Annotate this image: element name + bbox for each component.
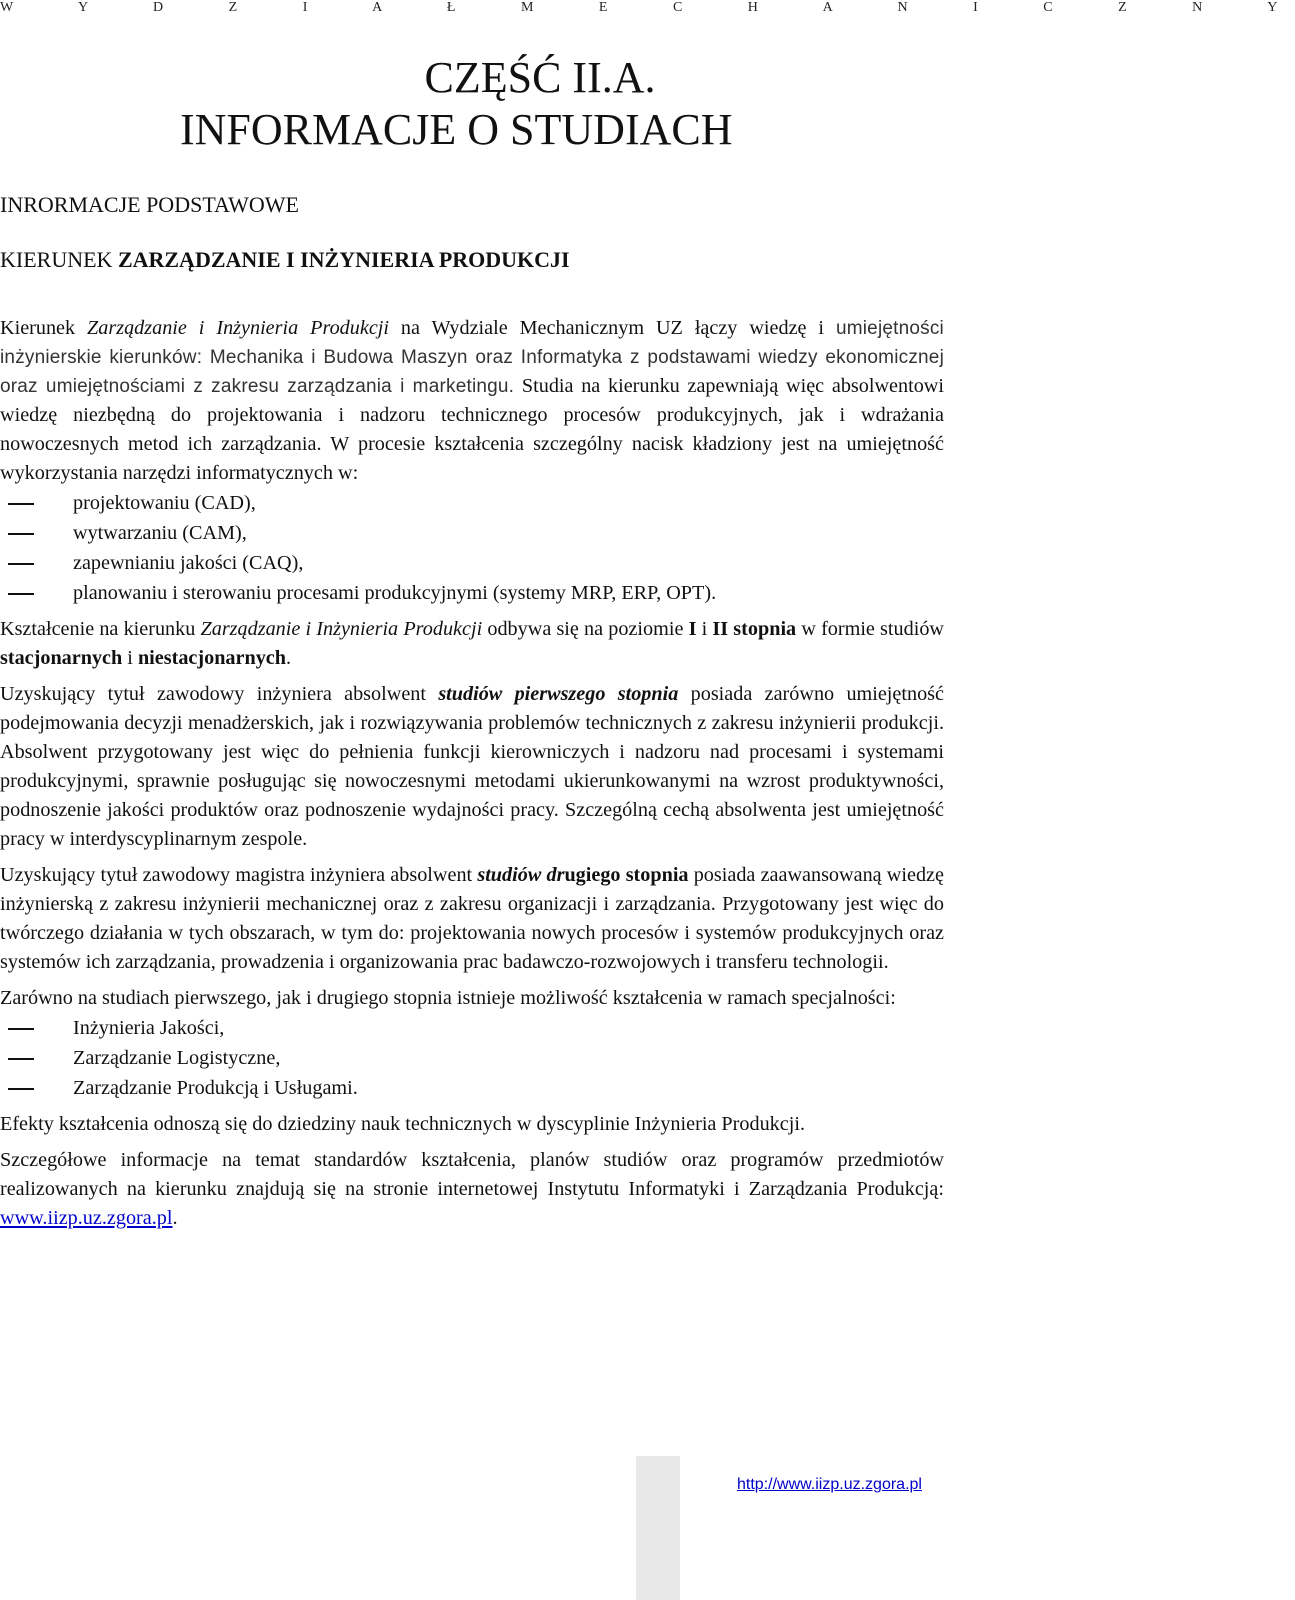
list-item: [0, 578, 944, 608]
dash-bullet: [8, 593, 34, 595]
second-degree-paragraph: [0, 861, 944, 977]
intro-paragraph: [0, 314, 944, 488]
list-item-text: zapewnianiu jakości (CAQ),: [73, 552, 304, 574]
levels-text-b: odbywa się na poziomie: [482, 618, 689, 640]
list-item-text: Inżynieria Jakości,: [73, 1017, 225, 1039]
faculty-header: W Y D Z I A Ł M E C H A N I C Z N Y: [0, 0, 1295, 15]
footer-url-link[interactable]: http://www.iizp.uz.zgora.pl: [737, 1476, 922, 1493]
dash-bullet: [8, 563, 34, 565]
dash-bullet: [8, 533, 34, 535]
second-degree-emphasis-italic: studiów dr: [477, 864, 565, 886]
second-degree-text-a: Uzyskujący tytuł zawodowy magistra inżyniera absolwent: [0, 864, 478, 886]
institute-link[interactable]: www.iizp.uz.zgora.pl: [0, 1207, 173, 1229]
specializations-intro: Zarówno na studiach pierwszego, jak i drugiego stopnia istnieje możliwość kształcenia w ramach specjalności:: [0, 987, 896, 1009]
list-item-text: wytwarzaniu (CAM),: [73, 522, 247, 544]
first-degree-paragraph: [0, 680, 944, 854]
intro-text-sans: umiejętności inżynierskie kierunków: Mechanika i Budowa Maszyn oraz Informatyka z podstawami wiedzy ekonomicznej oraz umiejętnościami z zakresu zarządzania i marketingu.: [0, 318, 944, 397]
list-item: [0, 1073, 944, 1103]
second-degree-emphasis-bold: ugiego stopnia: [564, 864, 689, 886]
dash-bullet: [8, 1058, 34, 1060]
levels-program-italic: Zarządzanie i Inżynieria Produkcji: [200, 618, 483, 640]
dash-bullet: [8, 503, 34, 505]
details-text-a: Szczegółowe informacje na temat standardów kształcenia, planów studiów oraz programów przedmiotów realizowanych na kierunku znajdują się na stronie internetowej Instytutu Informatyki i Zarządzania Produkcją:: [0, 1149, 944, 1200]
levels-text-d: w formie studiów: [796, 618, 944, 640]
levels-text-f: .: [286, 647, 292, 669]
level-one: I: [688, 618, 697, 640]
section-title: INRORMACJE PODSTAWOWE: [0, 192, 299, 217]
intro-text-b: na Wydziale Mechanicznym UZ łączy wiedzę i: [389, 317, 836, 339]
second-degree-text-b: posiada zaawansowaną wiedzę inżynierską z zakresu inżynierii mechanicznej oraz z zakresu organizacji i zarządzania. Przygotowany jest więc do twórczego działania w tych obszarach, w tym do: projektowania nowych procesów i systemów produkcyjnych oraz systemów ich zarządzania, prowadzenia i organizowania prac badawczo-rozwojowych i transferu technologii.: [0, 864, 944, 973]
level-two: II stopnia: [712, 618, 797, 640]
dash-bullet: [8, 1088, 34, 1090]
footer-gray-box: [636, 1456, 680, 1600]
dash-bullet: [8, 1028, 34, 1030]
levels-text-e: i: [122, 647, 138, 669]
intro-program-italic: Zarządzanie i Inżynieria Produkcji: [87, 317, 389, 339]
part-title: CZĘŚĆ II.A.: [424, 53, 656, 102]
main-content: [0, 314, 944, 1240]
intro-text-a: Kierunek: [0, 317, 88, 339]
first-degree-emphasis: studiów pierwszego stopnia: [438, 683, 679, 705]
list-item: [0, 518, 944, 548]
tools-list: [0, 488, 944, 608]
list-item-text: Zarządzanie Produkcją i Usługami.: [73, 1077, 358, 1099]
details-paragraph: [0, 1146, 944, 1233]
list-item: [0, 1013, 944, 1043]
list-item: [0, 548, 944, 578]
list-item: [0, 1043, 944, 1073]
list-item: [0, 488, 944, 518]
levels-text-a: Kształcenie na kierunku: [0, 618, 201, 640]
program-prefix: KIERUNEK: [0, 247, 118, 272]
program-name: ZARZĄDZANIE I INŻYNIERIA PRODUKCJI: [117, 247, 570, 272]
list-item-text: projektowaniu (CAD),: [73, 492, 256, 514]
levels-paragraph: [0, 615, 944, 673]
list-item-text: planowaniu i sterowaniu procesami produkcyjnymi (systemy MRP, ERP, OPT).: [73, 582, 717, 604]
levels-text-c: i: [696, 618, 713, 640]
first-degree-text-a: Uzyskujący tytuł zawodowy inżyniera absolwent: [0, 683, 439, 705]
list-item-text: Zarządzanie Logistyczne,: [73, 1047, 281, 1069]
details-text-b: .: [172, 1207, 178, 1229]
effects-paragraph: Efekty kształcenia odnoszą się do dziedziny nauk technicznych w dyscyplinie Inżynieria Produkcji.: [0, 1113, 805, 1135]
specializations-list: [0, 1013, 944, 1103]
first-degree-text-b: posiada zarówno umiejętność podejmowania decyzji menadżerskich, jak i rozwiązywania problemów technicznych z zakresu inżynierii produkcji. Absolwent przygotowany jest więc do pełnienia funkcji kierowniczych i nadzoru nad procesami i systemami produkcyjnymi, sprawnie posługując się nowoczesnymi metodami ukierunkowanymi na wzrost produktywności, podnoszenie jakości produktów oraz podnoszenie wydajności pracy. Szczególną cechą absolwenta jest umiejętność pracy w interdyscyplinarnym zespole.: [0, 683, 944, 850]
part-time: niestacjonarnych: [137, 647, 286, 669]
intro-text-c: Studia na kierunku zapewniają więc absolwentowi wiedzę niezbędną do projektowania i nadzoru technicznego procesów produkcyjnych, jak i wdrażania nowoczesnych metod ich zarządzania. W procesie kształcenia szczególny nacisk kładziony jest na umiejętność wykorzystania narzędzi informatycznych w:: [0, 375, 944, 484]
page-title: INFORMACJE O STUDIACH: [180, 105, 733, 154]
program-heading: [0, 247, 570, 273]
full-time: stacjonarnych: [0, 647, 123, 669]
